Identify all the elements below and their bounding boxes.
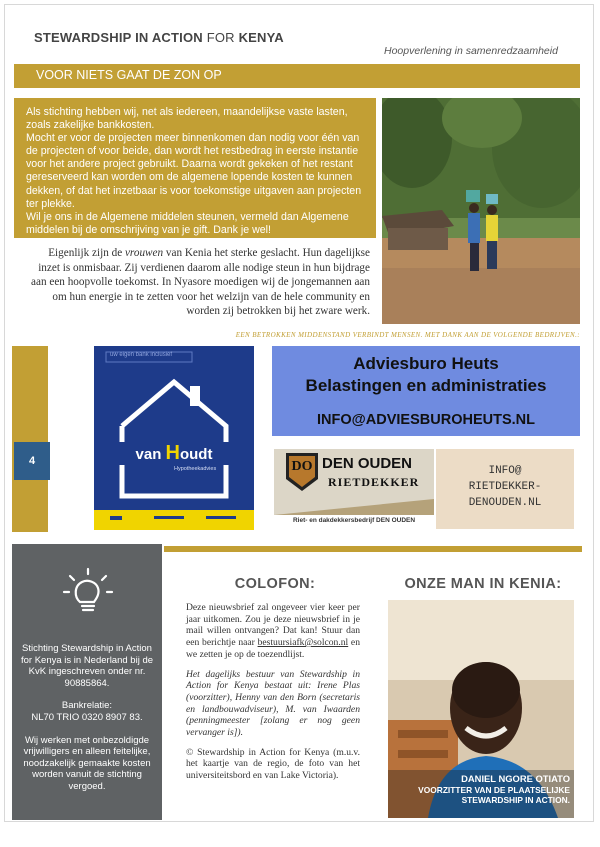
intro-line: gereserveerd kan worden om de algemene lopende kosten te kunnen xyxy=(26,171,353,184)
rietdekker-email-line: RIETDEKKER- xyxy=(468,481,542,493)
rietdekker-email-line: INFO@ xyxy=(488,465,522,477)
colofon-body xyxy=(186,602,360,790)
denouden-logo-letters: DO xyxy=(291,459,313,474)
section-banner xyxy=(14,64,580,88)
rietdekker-email-box xyxy=(436,449,574,529)
intro-line: de projecten of voor beide, dan wordt het restbedrag in eerste instantie xyxy=(26,145,359,158)
intro-box xyxy=(14,98,376,238)
colofon-copyright: © Stewardship in Action for Kenya (m.u.v. het kaartje van de regio, de foto van het universiteitsbord en van Lake Victoria). xyxy=(186,746,360,782)
rietdekker-email-line: DENOUDEN.NL xyxy=(468,497,542,509)
lightbulb-icon xyxy=(60,566,116,622)
women-carrying-water-photo xyxy=(382,98,580,324)
section-banner-title: VOOR NIETS GAAT DE ZON OP xyxy=(36,68,222,82)
women-paragraph: Eigenlijk zijn de vrouwen van Kenia het sterke geslacht. Hun dagelijkse inzet is onmisbaar. Zij verdienen daarom alle nodige steun in hun bijdrage aan een hoopvolle toekomst. In Nyasore moedigen wij de jongemannen aan om hun energie in te zetten voor het welzijn van de hele community en worden zij betrokken bij het zware werk. xyxy=(31,247,370,318)
daniel-caption xyxy=(390,774,570,806)
bank-account: NL70 TRIO 0320 8907 83. xyxy=(31,711,143,723)
denouden-rietdekker: RIETDEKKER xyxy=(328,475,420,489)
vanhoudt-sub: Hypotheekadvies xyxy=(174,466,217,472)
colofon-subscribe: Deze nieuwsbrief zal ongeveer vier keer per jaar uitkomen. Zou je deze nieuwsbrief in je mail willen ontvangen? Dat kan! Stuur dan een berichtje naar bestuursiafk@solcon.nl en we zetten je op de toezendlijst. xyxy=(186,602,360,660)
vanhoudt-name: van Houdt xyxy=(116,442,232,465)
page-number: 4 xyxy=(14,442,50,480)
intro-line: Wil je ons in de Algemene middelen steunen, vermeld dan Algemene xyxy=(26,210,349,223)
sponsor-intro: EEN BETROKKEN MIDDENSTAND VERBINDT MENSEN. MET DANK AAN DE VOLGENDE BEDRIJVEN.: xyxy=(235,331,580,339)
denouden-name: DEN OUDEN xyxy=(322,455,413,472)
adviesburo-services: Belastingen en administraties xyxy=(305,376,547,395)
vanhoudt-ad xyxy=(94,346,254,530)
colofon-title: COLOFON: xyxy=(234,576,316,592)
vanhoudt-tagline: uw eigen bank inclusief xyxy=(110,352,173,358)
kenia-title: ONZE MAN IN KENIA: xyxy=(404,576,562,592)
intro-line: dekken, of dat het inzetbaar is voor toekomstige uitgaven aan projecten xyxy=(26,184,362,197)
intro-line: Mocht er voor de projecten meer binnenkomen dan nodig voor één van xyxy=(26,132,360,145)
intro-line: ter plekke. xyxy=(26,197,75,210)
denouden-caption: Riet- en dakdekkersbedrijf DEN OUDEN xyxy=(292,517,416,524)
adviesburo-name: Adviesburo Heuts xyxy=(353,354,499,373)
tagline: Hoopverlening in samenredzaamheid xyxy=(384,45,558,57)
bank-label: Bankrelatie: xyxy=(61,700,113,712)
newsletter-title: STEWARDSHIP IN ACTION FOR KENYA xyxy=(34,30,284,45)
foundation-text xyxy=(16,643,158,804)
adviesburo-email: INFO@ADVIESBUROHEUTS.NL xyxy=(317,412,535,428)
daniel-name: DANIEL NGORE OTIATO xyxy=(461,773,570,784)
colofon-email-link[interactable]: bestuursiafk@solcon.nl xyxy=(257,637,349,649)
intro-line: middelen bij de omschrijving van je gift. Dank je wel! xyxy=(26,223,271,236)
intro-line: Als stichting hebben wij, net als iedereen, maandelijkse vaste lasten, xyxy=(26,106,348,118)
volunteers-note: Wij werken met onbezoldigde vrijwilligers en alleen feitelijke, noodzakelijk gemaakte kosten worden vanuit de stichting vergoed. xyxy=(23,734,151,792)
denouden-ad xyxy=(274,449,434,529)
daniel-role: STEWARDSHIP IN ACTION. xyxy=(461,795,570,805)
gold-divider xyxy=(164,546,582,552)
daniel-role: VOORZITTER VAN DE PLAATSELIJKE xyxy=(418,784,570,795)
gold-side-block xyxy=(12,346,48,532)
colofon-board: Het dagelijks bestuur van Stewardship in Action for Kenya bestaat uit: Irene Plas (voorzitter), Henny van den Born (secretaris en landbouwadviseur), M. van Iwaarden (penningmeester [zolang er nog geen vervanger is]). xyxy=(186,668,360,739)
adviesburo-ad xyxy=(272,346,580,436)
intro-line: voor het andere project gebruikt. Daarna wordt gekeken of het restant xyxy=(26,158,353,171)
intro-line: zoals zakelijke bankkosten. xyxy=(26,119,155,132)
kvk-registration: Stichting Stewardship in Action for Kenya is in Nederland bij de KvK ingeschreven onder nr. 90885864. xyxy=(20,643,154,689)
women-emphasis: vrouwen xyxy=(124,247,164,259)
